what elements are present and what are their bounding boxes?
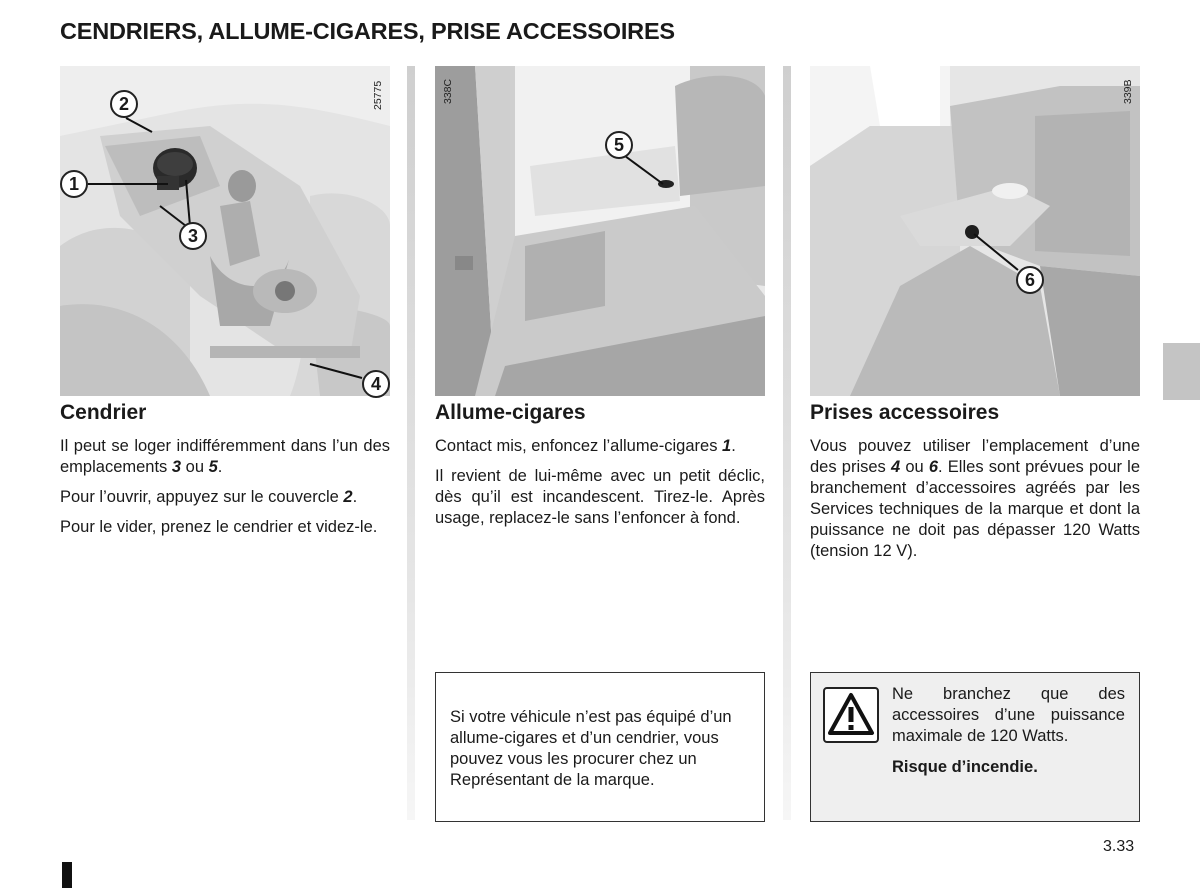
callout-leaders: [60, 66, 400, 406]
page-title: CENDRIERS, ALLUME-CIGARES, PRISE ACCESSOIRES: [60, 18, 675, 44]
callout-1: 1: [60, 170, 88, 198]
paragraph: Pour l’ouvrir, appuyez sur le couvercle 2.: [60, 488, 358, 506]
callout-6: 6: [1016, 266, 1044, 294]
column-divider-right: [783, 66, 791, 820]
section-body-cendrier: [60, 436, 390, 538]
note-box: [435, 672, 765, 822]
paragraph: Il revient de lui-même avec un petit déclic, dès qu’il est incandescent. Tirez-le. Après usage, replacez-le sans l’enfoncer à fond.: [435, 467, 765, 527]
callout-leader: [435, 66, 765, 396]
page-number: 3.33: [1103, 838, 1135, 855]
section-heading-allume-cigares: Allume-cigares: [435, 401, 586, 424]
photo-code: 339B: [1122, 79, 1134, 104]
callout-5: 5: [605, 131, 633, 159]
warning-content: [892, 684, 1125, 778]
warning-box: [810, 672, 1140, 822]
callout-leader: [810, 66, 1140, 396]
paragraph: Il peut se loger indifféremment dans l’un des emplacements 3 ou 5.: [60, 437, 390, 476]
section-body-allume-cigares: [435, 436, 765, 529]
warning-text: Ne branchez que des accessoires d’une puissance maximale de 120 Watts.: [892, 685, 1125, 745]
photo-code: 25775: [372, 80, 384, 110]
section-heading-cendrier: Cendrier: [60, 401, 147, 424]
note-text: Si votre véhicule n’est pas équipé d’un allume-cigares et d’un cendrier, vous pouvez vous les procurer chez un Représentant de la marque.: [450, 708, 732, 789]
chapter-tab: [1163, 343, 1200, 400]
paragraph: Vous pouvez utiliser l’emplacement d’une des prises 4 ou 6. Elles sont prévues pour le branchement d’accessoires agréés par les Services techniques de la marque et dont la puissance ne doit pas dépasser 120 Watts (tension 12 V).: [810, 437, 1140, 560]
section-body-prises-accessoires: [810, 436, 1140, 562]
paragraph: Pour le vider, prenez le cendrier et videz-le.: [60, 518, 378, 536]
paragraph: Contact mis, enfoncez l’allume-cigares 1.: [435, 437, 736, 455]
warning-emphasis: Risque d’incendie.: [892, 758, 1038, 776]
section-heading-prises-accessoires: Prises accessoires: [810, 401, 1000, 424]
photo-code: 338C: [442, 78, 454, 104]
callout-3: 3: [179, 222, 207, 250]
callout-2: 2: [110, 90, 138, 118]
callout-4: 4: [362, 370, 390, 398]
page-edge-mark: [62, 862, 72, 888]
warning-triangle-icon: [823, 687, 879, 743]
column-divider-left: [407, 66, 415, 820]
